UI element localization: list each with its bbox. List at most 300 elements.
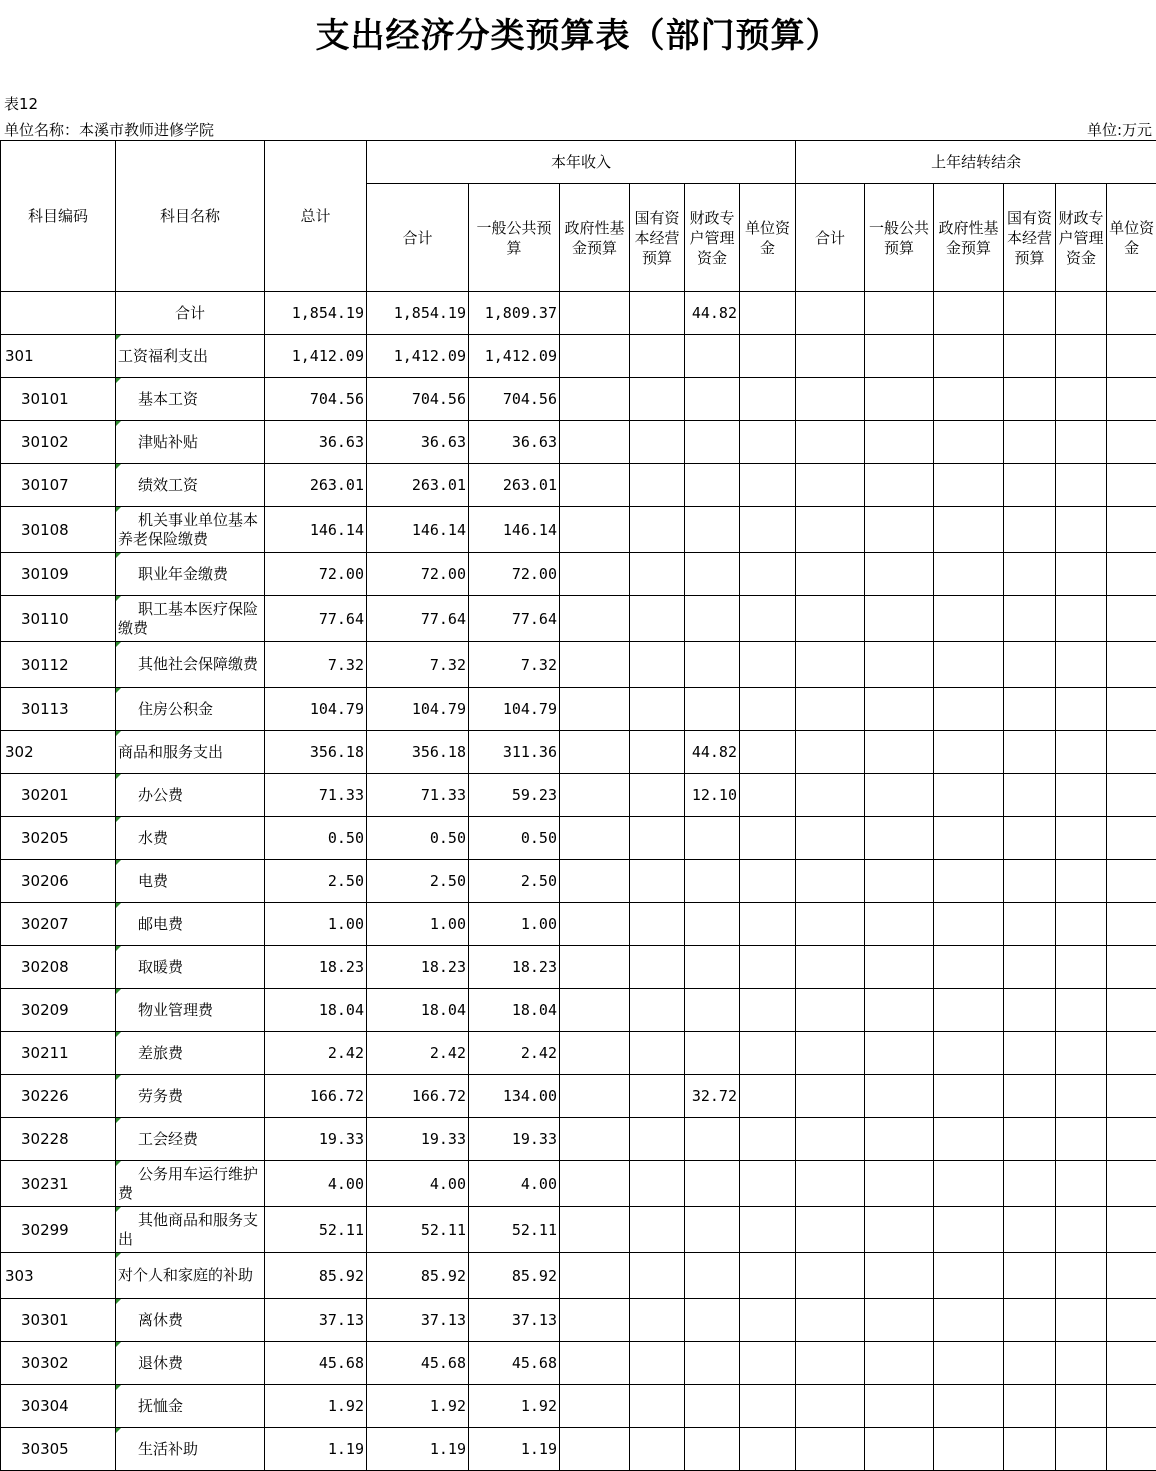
cell-cy-unit-funds <box>740 1118 796 1161</box>
cell-cy-gov-fund <box>560 596 630 642</box>
cell-prior-year <box>865 1032 934 1075</box>
cell-cy-general <box>469 596 560 642</box>
cell-code <box>1 1207 116 1253</box>
cell-cy-unit-funds <box>740 292 796 335</box>
cell-cy-fiscal <box>685 688 740 731</box>
cell-cy-gov-fund <box>560 1299 630 1342</box>
cell-cy-fiscal <box>685 1428 740 1471</box>
cell-cy-total <box>367 1032 469 1075</box>
cell-code <box>1 1385 116 1428</box>
cell-prior-year <box>796 774 865 817</box>
cell-prior-year <box>1004 642 1056 688</box>
cell-cy-general-text: 19.33 <box>511 1130 557 1148</box>
cell-cy-general <box>469 1032 560 1075</box>
cell-total <box>265 1032 367 1075</box>
cell-code-text: 30102 <box>21 433 69 451</box>
table-row <box>1 731 1156 774</box>
cell-prior-year <box>934 1385 1004 1428</box>
cell-code-text: 30201 <box>21 786 69 804</box>
cell-code-text: 30226 <box>21 1087 69 1105</box>
cell-marker-icon <box>116 421 121 426</box>
cell-prior-year <box>934 1253 1004 1299</box>
cell-prior-year <box>865 774 934 817</box>
cell-code-text: 30101 <box>21 390 69 408</box>
cell-cy-gov-fund <box>560 817 630 860</box>
cell-cy-unit-funds <box>740 1075 796 1118</box>
table-row <box>1 1207 1156 1253</box>
cell-prior-year <box>1004 335 1056 378</box>
cell-total <box>265 335 367 378</box>
cell-cy-general-text: 263.01 <box>502 476 557 494</box>
cell-total <box>265 731 367 774</box>
cell-code <box>1 1161 116 1207</box>
cell-cy-total-text: 146.14 <box>411 520 466 539</box>
cell-cy-general <box>469 1075 560 1118</box>
cell-cy-total <box>367 946 469 989</box>
cell-code <box>1 989 116 1032</box>
cell-cy-unit-funds <box>740 1207 796 1253</box>
cell-cy-general-text: 104.79 <box>502 700 557 718</box>
cell-name-text: 办公费 <box>138 785 184 804</box>
cell-cy-fiscal <box>685 642 740 688</box>
cell-cy-unit-funds <box>740 946 796 989</box>
cell-cy-general <box>469 553 560 596</box>
cell-total-text: 0.50 <box>327 829 364 847</box>
cell-cy-general <box>469 688 560 731</box>
cell-prior-year <box>1107 596 1156 642</box>
cell-marker-icon <box>116 1161 121 1166</box>
cell-code <box>1 642 116 688</box>
cell-cy-general <box>469 1161 560 1207</box>
cell-prior-year <box>1004 774 1056 817</box>
cell-prior-year <box>1107 1075 1156 1118</box>
cell-code <box>1 464 116 507</box>
cell-name-text: 水费 <box>138 828 169 847</box>
cell-cy-general-text: 704.56 <box>502 390 557 408</box>
cell-cy-general-text: 146.14 <box>502 520 557 539</box>
cell-cy-general <box>469 946 560 989</box>
cell-cy-total <box>367 1299 469 1342</box>
cell-cy-total-text: 166.72 <box>411 1087 466 1105</box>
cell-total-text: 45.68 <box>318 1354 364 1372</box>
cell-marker-icon <box>116 464 121 469</box>
cell-prior-year <box>1056 335 1107 378</box>
cell-prior-year <box>865 464 934 507</box>
cell-name-text: 住房公积金 <box>138 699 214 718</box>
cell-cy-general <box>469 774 560 817</box>
cell-total <box>265 1385 367 1428</box>
cell-prior-year <box>865 688 934 731</box>
cell-total-text: 72.00 <box>318 565 364 583</box>
cell-name <box>116 335 265 378</box>
cell-prior-year <box>1107 1161 1156 1207</box>
header-code: 科目编码 <box>1 141 116 292</box>
cell-cy-unit-funds <box>740 1342 796 1385</box>
cell-cy-state-capital <box>630 1299 685 1342</box>
cell-prior-year <box>865 553 934 596</box>
cell-total-text: 1.00 <box>327 915 364 933</box>
cell-cy-total <box>367 1385 469 1428</box>
cell-prior-year <box>1107 1118 1156 1161</box>
cell-prior-year <box>934 1118 1004 1161</box>
cell-cy-total-text: 1.92 <box>429 1397 466 1415</box>
cell-marker-icon <box>116 1299 121 1304</box>
cell-prior-year <box>796 642 865 688</box>
cell-code-text: 30208 <box>21 958 69 976</box>
cell-name <box>116 946 265 989</box>
cell-total-text: 18.23 <box>318 958 364 976</box>
cell-cy-state-capital <box>630 731 685 774</box>
cell-name-text: 职业年金缴费 <box>138 564 229 583</box>
currency-unit: 单位:万元 <box>1086 121 1152 139</box>
table-row <box>1 553 1156 596</box>
cell-name-text: 其他社会保障缴费 <box>138 655 259 673</box>
cell-cy-gov-fund <box>560 774 630 817</box>
cell-name-text: 绩效工资 <box>138 475 199 494</box>
cell-prior-year <box>934 464 1004 507</box>
table-row <box>1 1075 1156 1118</box>
header-cy-gov-fund: 政府性基金预算 <box>560 184 630 292</box>
cell-name <box>116 1118 265 1161</box>
cell-code-text: 30305 <box>21 1440 69 1458</box>
cell-prior-year <box>1056 1118 1107 1161</box>
cell-code-text: 301 <box>5 347 34 365</box>
cell-total <box>265 507 367 553</box>
header-cy-total: 合计 <box>367 184 469 292</box>
cell-cy-gov-fund <box>560 378 630 421</box>
cell-prior-year <box>865 335 934 378</box>
cell-prior-year <box>1107 731 1156 774</box>
cell-prior-year <box>1107 421 1156 464</box>
table-row <box>1 903 1156 946</box>
cell-cy-fiscal <box>685 1161 740 1207</box>
cell-prior-year <box>796 946 865 989</box>
cell-total <box>265 1161 367 1207</box>
cell-prior-year <box>934 817 1004 860</box>
cell-cy-state-capital <box>630 292 685 335</box>
cell-cy-unit-funds <box>740 688 796 731</box>
cell-cy-total <box>367 1253 469 1299</box>
cell-cy-fiscal <box>685 1032 740 1075</box>
cell-code <box>1 1428 116 1471</box>
cell-cy-total <box>367 1075 469 1118</box>
cell-cy-unit-funds <box>740 378 796 421</box>
cell-cy-unit-funds <box>740 731 796 774</box>
cell-cy-total <box>367 731 469 774</box>
cell-name <box>116 1253 265 1299</box>
cell-prior-year <box>796 989 865 1032</box>
cell-cy-total <box>367 596 469 642</box>
cell-prior-year <box>1004 1207 1056 1253</box>
table-row <box>1 335 1156 378</box>
cell-cy-gov-fund <box>560 989 630 1032</box>
cell-prior-year <box>1004 1161 1056 1207</box>
table-row <box>1 642 1156 688</box>
cell-cy-general <box>469 421 560 464</box>
cell-prior-year <box>1107 903 1156 946</box>
cell-prior-year <box>796 1207 865 1253</box>
cell-prior-year <box>1056 1032 1107 1075</box>
cell-marker-icon <box>116 1385 121 1390</box>
cell-prior-year <box>796 1342 865 1385</box>
table-row <box>1 688 1156 731</box>
cell-cy-gov-fund <box>560 642 630 688</box>
cell-total-text: 704.56 <box>309 390 364 408</box>
cell-total <box>265 642 367 688</box>
cell-prior-year <box>796 1032 865 1075</box>
cell-cy-state-capital <box>630 335 685 378</box>
header-name: 科目名称 <box>116 141 265 292</box>
cell-cy-general-text: 311.36 <box>502 743 557 761</box>
cell-cy-total-text: 18.23 <box>420 958 466 976</box>
cell-prior-year <box>796 464 865 507</box>
cell-prior-year <box>934 946 1004 989</box>
cell-total-text: 2.50 <box>327 872 364 890</box>
page-title: 支出经济分类预算表（部门预算） <box>315 16 841 56</box>
cell-prior-year <box>1107 860 1156 903</box>
cell-name <box>116 1032 265 1075</box>
cell-cy-general-text: 7.32 <box>520 655 557 674</box>
cell-total-text: 1,412.09 <box>291 347 364 365</box>
cell-prior-year <box>934 421 1004 464</box>
cell-cy-state-capital <box>630 1253 685 1299</box>
cell-prior-year <box>934 292 1004 335</box>
cell-prior-year <box>865 1161 934 1207</box>
table-row <box>1 464 1156 507</box>
cell-cy-total <box>367 1342 469 1385</box>
cell-cy-general <box>469 1299 560 1342</box>
cell-prior-year <box>865 292 934 335</box>
cell-cy-unit-funds <box>740 774 796 817</box>
cell-prior-year <box>1056 774 1107 817</box>
cell-total-text: 77.64 <box>318 609 364 628</box>
cell-cy-fiscal-text: 12.10 <box>691 786 737 804</box>
cell-prior-year <box>1004 1253 1056 1299</box>
header-prior-year: 上年结转结余 <box>796 141 1156 184</box>
header-py-general: 一般公共预算 <box>865 184 934 292</box>
cell-total <box>265 1253 367 1299</box>
cell-prior-year <box>865 1428 934 1471</box>
cell-code <box>1 553 116 596</box>
cell-name-text: 其他商品和服务支出 <box>118 1210 259 1248</box>
cell-cy-total-text: 71.33 <box>420 786 466 804</box>
cell-code-text: 30304 <box>21 1397 69 1415</box>
cell-cy-total <box>367 292 469 335</box>
cell-code <box>1 421 116 464</box>
cell-cy-unit-funds <box>740 464 796 507</box>
table-row <box>1 507 1156 553</box>
cell-prior-year <box>1056 903 1107 946</box>
cell-prior-year <box>796 1075 865 1118</box>
cell-prior-year <box>1004 946 1056 989</box>
cell-code-text: 30211 <box>21 1044 69 1062</box>
cell-code <box>1 688 116 731</box>
cell-total-text: 166.72 <box>309 1087 364 1105</box>
cell-cy-unit-funds <box>740 642 796 688</box>
cell-name <box>116 1342 265 1385</box>
cell-prior-year <box>865 731 934 774</box>
cell-cy-state-capital <box>630 596 685 642</box>
cell-marker-icon <box>116 774 121 779</box>
cell-prior-year <box>1107 946 1156 989</box>
cell-total-text: 4.00 <box>327 1174 364 1193</box>
cell-cy-general <box>469 731 560 774</box>
table-row <box>1 946 1156 989</box>
cell-marker-icon <box>116 860 121 865</box>
cell-prior-year <box>796 335 865 378</box>
cell-prior-year <box>1107 1207 1156 1253</box>
cell-prior-year <box>865 817 934 860</box>
cell-prior-year <box>934 1299 1004 1342</box>
cell-cy-general-text: 59.23 <box>511 786 557 804</box>
cell-total <box>265 774 367 817</box>
cell-name <box>116 1161 265 1207</box>
cell-prior-year <box>1107 507 1156 553</box>
cell-prior-year <box>796 507 865 553</box>
cell-name <box>116 1207 265 1253</box>
cell-prior-year <box>1056 817 1107 860</box>
cell-prior-year <box>1004 1118 1056 1161</box>
cell-cy-total <box>367 1428 469 1471</box>
cell-prior-year <box>1056 464 1107 507</box>
cell-prior-year <box>865 1118 934 1161</box>
cell-cy-total-text: 77.64 <box>420 609 466 628</box>
cell-cy-total-text: 7.32 <box>429 655 466 674</box>
cell-prior-year <box>796 421 865 464</box>
cell-total <box>265 1342 367 1385</box>
cell-cy-fiscal <box>685 1118 740 1161</box>
cell-prior-year <box>934 642 1004 688</box>
table-row <box>1 1299 1156 1342</box>
cell-cy-gov-fund <box>560 731 630 774</box>
cell-total <box>265 292 367 335</box>
table-row <box>1 1342 1156 1385</box>
cell-cy-state-capital <box>630 817 685 860</box>
cell-prior-year <box>796 688 865 731</box>
cell-cy-total <box>367 774 469 817</box>
cell-marker-icon <box>116 596 121 601</box>
cell-prior-year <box>1107 292 1156 335</box>
cell-name-text: 取暖费 <box>138 957 184 976</box>
cell-cy-general <box>469 1118 560 1161</box>
cell-prior-year <box>1107 642 1156 688</box>
cell-cy-general-text: 0.50 <box>520 829 557 847</box>
cell-code <box>1 335 116 378</box>
cell-cy-total-text: 0.50 <box>429 829 466 847</box>
cell-cy-gov-fund <box>560 1161 630 1207</box>
cell-total-text: 7.32 <box>327 655 364 674</box>
cell-code-text: 30302 <box>21 1354 69 1372</box>
cell-prior-year <box>1107 1299 1156 1342</box>
cell-cy-gov-fund <box>560 335 630 378</box>
cell-code-text: 303 <box>5 1266 34 1285</box>
table-row <box>1 1253 1156 1299</box>
cell-total <box>265 464 367 507</box>
cell-cy-fiscal <box>685 1342 740 1385</box>
cell-total-text: 36.63 <box>318 433 364 451</box>
cell-cy-general <box>469 903 560 946</box>
cell-name <box>116 817 265 860</box>
cell-prior-year <box>865 903 934 946</box>
cell-cy-fiscal <box>685 774 740 817</box>
cell-cy-total <box>367 335 469 378</box>
cell-name-text: 机关事业单位基本养老保险缴费 <box>118 510 259 548</box>
header-py-fiscal: 财政专户管理资金 <box>1056 184 1107 292</box>
cell-prior-year <box>1004 292 1056 335</box>
cell-cy-unit-funds <box>740 989 796 1032</box>
cell-prior-year <box>1056 507 1107 553</box>
cell-code <box>1 378 116 421</box>
cell-prior-year <box>796 1428 865 1471</box>
cell-marker-icon <box>116 817 121 822</box>
table-row <box>1 1385 1156 1428</box>
cell-prior-year <box>796 292 865 335</box>
cell-prior-year <box>1107 464 1156 507</box>
cell-code-text: 30107 <box>21 476 69 494</box>
cell-marker-icon <box>116 688 121 693</box>
cell-total-text: 146.14 <box>309 520 364 539</box>
cell-cy-general-text: 1.00 <box>520 915 557 933</box>
cell-marker-icon <box>116 946 121 951</box>
cell-prior-year <box>796 860 865 903</box>
cell-prior-year <box>1004 464 1056 507</box>
cell-prior-year <box>1056 1342 1107 1385</box>
cell-code <box>1 1253 116 1299</box>
cell-cy-fiscal-text: 44.82 <box>691 304 737 322</box>
cell-cy-fiscal <box>685 946 740 989</box>
cell-prior-year <box>934 378 1004 421</box>
header-py-total: 合计 <box>796 184 865 292</box>
cell-cy-general <box>469 1385 560 1428</box>
header-cy-state-capital: 国有资本经营预算 <box>630 184 685 292</box>
cell-name <box>116 292 265 335</box>
cell-total <box>265 817 367 860</box>
cell-prior-year <box>934 989 1004 1032</box>
cell-prior-year <box>934 335 1004 378</box>
cell-code <box>1 1299 116 1342</box>
table-row <box>1 774 1156 817</box>
cell-cy-general <box>469 989 560 1032</box>
cell-name-text: 商品和服务支出 <box>118 742 224 761</box>
cell-cy-gov-fund <box>560 1118 630 1161</box>
cell-total <box>265 688 367 731</box>
cell-cy-general-text: 4.00 <box>520 1174 557 1193</box>
cell-cy-general <box>469 507 560 553</box>
header-py-gov-fund: 政府性基金预算 <box>934 184 1004 292</box>
cell-code-text: 30110 <box>21 609 69 628</box>
table-row <box>1 1428 1156 1471</box>
cell-cy-state-capital <box>630 1161 685 1207</box>
cell-marker-icon <box>116 1207 121 1212</box>
cell-prior-year <box>1107 817 1156 860</box>
cell-cy-gov-fund <box>560 903 630 946</box>
cell-cy-state-capital <box>630 642 685 688</box>
cell-cy-total-text: 1.19 <box>429 1440 466 1458</box>
cell-cy-unit-funds <box>740 1299 796 1342</box>
cell-prior-year <box>934 688 1004 731</box>
cell-prior-year <box>934 1075 1004 1118</box>
cell-total-text: 1,854.19 <box>291 304 364 322</box>
cell-marker-icon <box>116 1342 121 1347</box>
cell-cy-total-text: 704.56 <box>411 390 466 408</box>
header-cy-unit-funds: 单位资金 <box>740 184 796 292</box>
cell-cy-general-text: 1.92 <box>520 1397 557 1415</box>
cell-name-text: 公务用车运行维护费 <box>118 1164 259 1202</box>
cell-cy-fiscal <box>685 1299 740 1342</box>
budget-rows <box>1 292 1156 1471</box>
cell-prior-year <box>1107 378 1156 421</box>
cell-marker-icon <box>116 989 121 994</box>
